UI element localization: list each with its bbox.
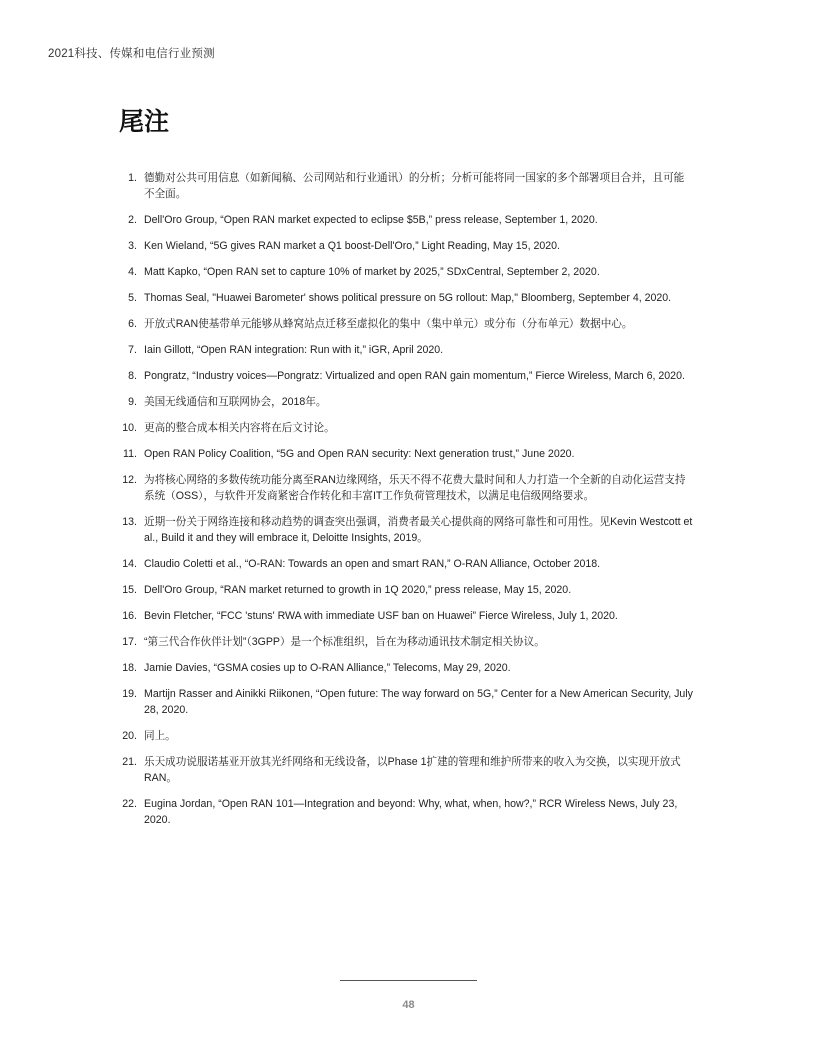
endnote-19 (119, 686, 694, 718)
endnote-number: 8. (128, 370, 137, 382)
endnote-text: 乐天成功说服诺基亚开放其光纤网络和无线设备，以Phase 1扩建的管理和维护所带来的收入为交换，以实现开放式RAN。 (144, 756, 681, 784)
running-header: 2021科技、传媒和电信行业预测 (48, 48, 215, 60)
endnote-number: 6. (128, 318, 137, 330)
endnote-text: Jamie Davies, “GSMA cosies up to O-RAN Alliance,” Telecoms, May 29, 2020. (144, 662, 511, 674)
endnote-21 (119, 754, 694, 786)
endnote-number: 4. (128, 266, 137, 278)
endnote-text: 美国无线通信和互联网协会，2018年。 (144, 396, 327, 408)
endnote-text: Dell'Oro Group, “Open RAN market expected to eclipse $5B,” press release, September 1, 2020. (144, 214, 598, 226)
endnote-2 (119, 212, 694, 228)
endnote-number: 3. (128, 240, 137, 252)
endnote-8 (119, 368, 694, 384)
endnote-number: 11. (123, 448, 137, 460)
endnote-text: Eugina Jordan, “Open RAN 101—Integration and beyond: Why, what, when, how?,” RCR Wireless News, July 23, 2020. (144, 798, 678, 826)
footer-divider (340, 980, 477, 981)
endnote-text: 更高的整合成本相关内容将在后文讨论。 (144, 422, 335, 434)
endnote-number: 20. (122, 730, 137, 742)
endnote-22 (119, 796, 694, 828)
endnote-7 (119, 342, 694, 358)
endnote-text: Open RAN Policy Coalition, “5G and Open RAN security: Next generation trust,” June 2020. (144, 448, 575, 460)
endnote-number: 14. (122, 558, 137, 570)
endnote-text: Claudio Coletti et al., “O-RAN: Towards an open and smart RAN,” O-RAN Alliance, October 2018. (144, 558, 601, 570)
page-number: 48 (402, 999, 415, 1011)
endnote-number: 2. (128, 214, 137, 226)
endnote-number: 16. (122, 610, 137, 622)
endnote-14 (119, 556, 694, 572)
endnote-number: 13. (122, 516, 137, 528)
endnote-text: 德勤对公共可用信息（如新闻稿、公司网站和行业通讯）的分析；分析可能将同一国家的多个部署项目合并，且可能不全面。 (144, 172, 685, 200)
endnote-number: 12. (122, 474, 137, 486)
endnote-20 (119, 728, 694, 744)
endnote-text: Martijn Rasser and Ainikki Riikonen, “Open future: The way forward on 5G,” Center for a New American Security, July 28, 2020. (144, 688, 693, 716)
endnote-text: Matt Kapko, “Open RAN set to capture 10% of market by 2025,” SDxCentral, September 2, 2020. (144, 266, 600, 278)
endnote-10 (119, 420, 694, 436)
endnote-18 (119, 660, 694, 676)
endnote-1 (119, 170, 694, 202)
endnote-text: Pongratz, “Industry voices—Pongratz: Virtualized and open RAN gain momentum,” Fierce Wireless, March 6, 2020. (144, 370, 685, 382)
endnote-text: 近期一份关于网络连接和移动趋势的调查突出强调，消费者最关心提供商的网络可靠性和可用性。见Kevin Westcott et al., Build it and they will embrace it, Deloitte Insights, 2019。 (144, 516, 693, 544)
endnote-12 (119, 472, 694, 504)
endnote-9 (119, 394, 694, 410)
endnote-16 (119, 608, 694, 624)
endnote-5 (119, 290, 694, 306)
endnotes-list (119, 170, 694, 838)
endnote-text: Bevin Fletcher, “FCC 'stuns' RWA with immediate USF ban on Huawei” Fierce Wireless, July 1, 2020. (144, 610, 618, 622)
endnote-number: 18. (122, 662, 137, 674)
endnote-text: 同上。 (144, 730, 176, 742)
endnote-number: 10. (122, 422, 137, 434)
endnote-text: 开放式RAN使基带单元能够从蜂窝站点迁移至虚拟化的集中（集中单元）或分布（分布单元）数据中心。 (144, 318, 633, 330)
endnote-number: 9. (128, 396, 137, 408)
endnote-text: Thomas Seal, "Huawei Barometer' shows political pressure on 5G rollout: Map," Bloomberg, September 4, 2020. (144, 292, 672, 304)
endnote-number: 19. (122, 688, 137, 700)
endnote-number: 7. (128, 344, 137, 356)
endnote-number: 15. (122, 584, 137, 596)
endnote-4 (119, 264, 694, 280)
endnote-text: Ken Wieland, “5G gives RAN market a Q1 boost-Dell'Oro,” Light Reading, May 15, 2020. (144, 240, 560, 252)
endnote-number: 21. (122, 756, 137, 768)
endnote-text: 为将核心网络的多数传统功能分离至RAN边缘网络，乐天不得不花费大量时间和人力打造一个全新的自动化运营支持系统（OSS），与软件开发商紧密合作转化和丰富IT工作负荷管理技术，以满足电信级网络要求。 (144, 474, 686, 502)
endnote-number: 22. (122, 798, 137, 810)
endnote-15 (119, 582, 694, 598)
endnote-number: 5. (128, 292, 137, 304)
page-title: 尾注 (119, 107, 170, 136)
endnote-6 (119, 316, 694, 332)
endnote-17 (119, 634, 694, 650)
endnote-3 (119, 238, 694, 254)
endnote-number: 1. (128, 172, 137, 184)
endnote-number: 17. (122, 636, 137, 648)
endnote-text: Dell'Oro Group, “RAN market returned to growth in 1Q 2020,” press release, May 15, 2020. (144, 584, 572, 596)
endnote-13 (119, 514, 694, 546)
endnote-11 (119, 446, 694, 462)
endnote-text: Iain Gillott, “Open RAN integration: Run with it,” iGR, April 2020. (144, 344, 444, 356)
endnote-text: “第三代合作伙伴计划”（3GPP）是一个标准组织，旨在为移动通讯技术制定相关协议。 (144, 636, 545, 648)
